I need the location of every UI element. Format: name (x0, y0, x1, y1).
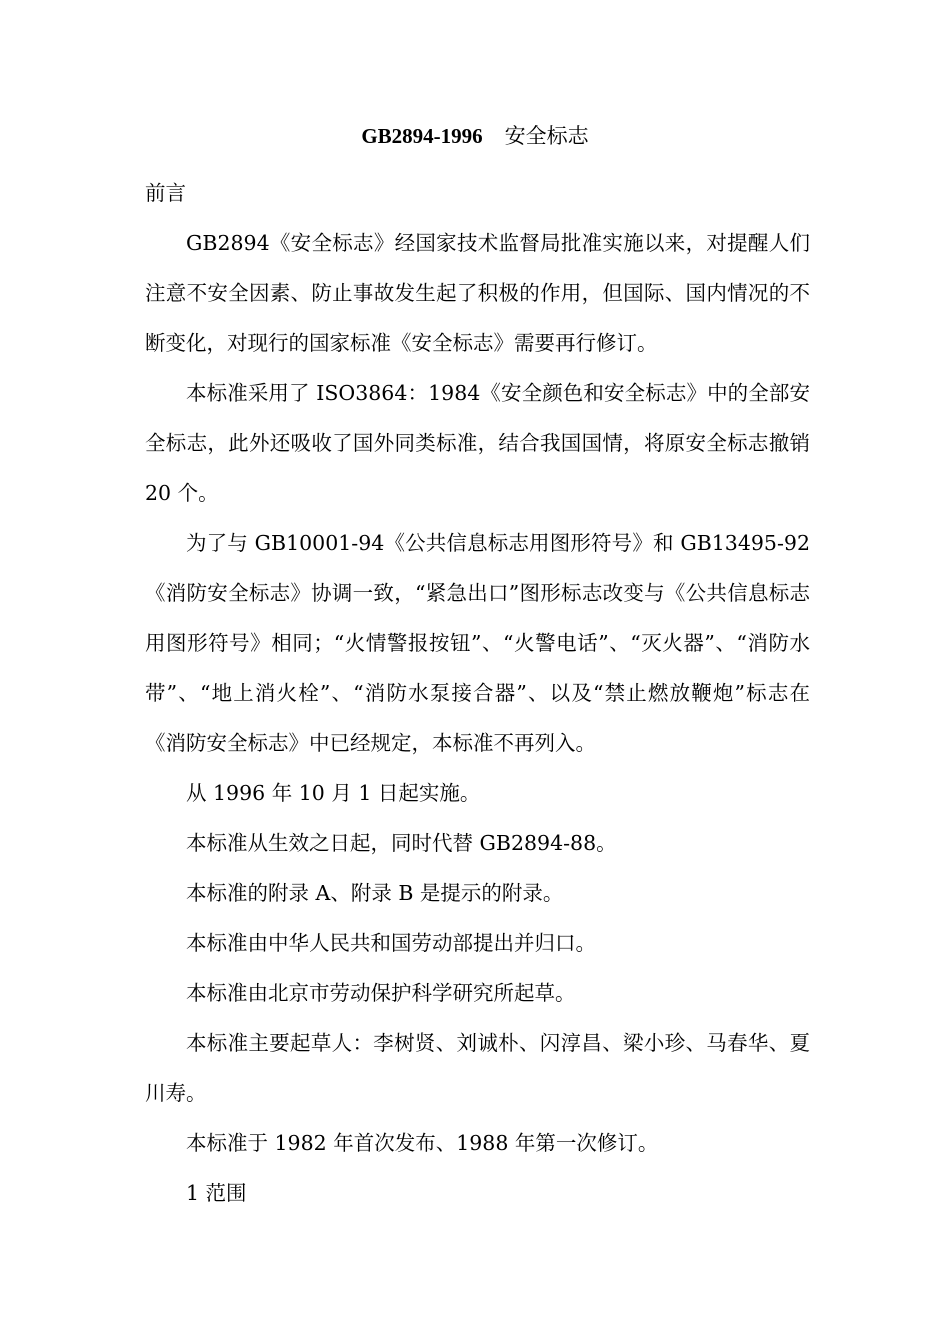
paragraph-effective-date: 从 1996 年 10 月 1 日起实施。 (186, 781, 481, 805)
paragraph-history: 本标准于 1982 年首次发布、1988 年第一次修订。 (186, 1131, 659, 1155)
document-body (145, 168, 810, 1218)
paragraph-drafters: 本标准主要起草人：李树贤、刘诚朴、闪淳昌、梁小珍、马春华、夏川寿。 (145, 1031, 810, 1105)
paragraph-drafting-unit: 本标准由北京市劳动保护科学研究所起草。 (186, 981, 576, 1005)
document-title (0, 118, 950, 154)
paragraph-coordination: 为了与 GB10001-94《公共信息标志用图形符号》和 GB13495-92《消防安全标志》协调一致，“紧急出口”图形标志改变与《公共信息标志用图形符号》相同；“火情警报按钮”、“火警电话”、“灭火器”、“消防水带”、“地上消火栓”、“消防水泵接合器”、以及“禁止燃放鞭炮”标志在《消防安全标志》中已经规定，本标准不再列入。 (145, 531, 810, 755)
title-standard-code: GB2894-1996 (361, 124, 483, 148)
paragraph-intro: GB2894《安全标志》经国家技术监督局批准实施以来，对提醒人们注意不安全因素、防止事故发生起了积极的作用，但国际、国内情况的不断变化，对现行的国家标准《安全标志》需要再行修订。 (145, 231, 810, 355)
paragraph-proposer: 本标准由中华人民共和国劳动部提出并归口。 (186, 931, 596, 955)
paragraph-iso-adoption: 本标准采用了 ISO3864：1984《安全颜色和安全标志》中的全部安全标志，此外还吸收了国外同类标准，结合我国国情，将原安全标志撤销 20 个。 (145, 381, 810, 505)
section-heading-scope: 1 范围 (186, 1181, 247, 1205)
paragraph-appendices: 本标准的附录 A、附录 B 是提示的附录。 (186, 881, 564, 905)
title-text: 安全标志 (504, 124, 589, 148)
paragraph-replaces: 本标准从生效之日起，同时代替 GB2894-88。 (186, 831, 617, 855)
heading-preface: 前言 (145, 181, 186, 205)
